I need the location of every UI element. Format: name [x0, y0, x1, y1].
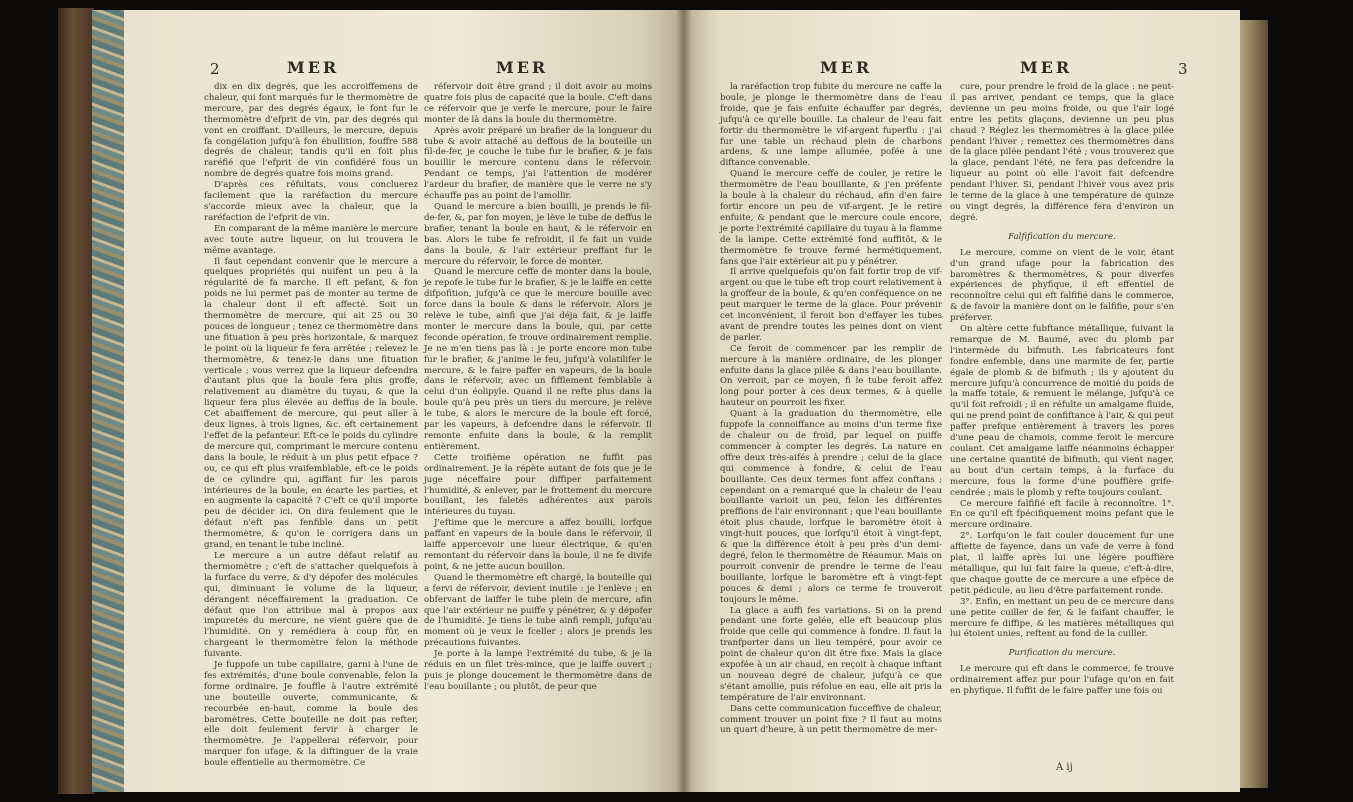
left-page	[124, 10, 684, 792]
section-heading-purification: Purification du mercure.	[1008, 648, 1116, 659]
book-edge-right	[1238, 20, 1268, 788]
paragraph: Il arrive quelquefois qu'on fait fortir trop de vif-argent ou que le tube eft trop court relativement à la groffeur de la boule, & qu'en conféquence on ne peut marquer le terme de la glace. Pour prévenir cet inconvénient, il feroit bon d'effayer les tubes avant de prendre toutes les peines dont on vient de parler.	[720, 267, 942, 343]
running-header-right: MER	[1020, 58, 1073, 77]
paragraph: Quand le thermomètre eft chargé, la bouteille qui a fervi de réfervoir, devient inutile : je l'enlève ; en obfervant de laiffer le tube plein de mercure, afin que l'air extérieur ne puiffe y pénétrer, & y dépofer de l'humidité. Je tiens le tube ainfi rempli, jufqu'au moment où je veux le fceller ; alors je prends les précautions fuivantes.	[424, 572, 652, 649]
paragraph: dix en dix degrés, que les accroiffemens de chaleur, qui font marqués fur le thermomètre de mercure, par des degrés égaux, le font fur le thermomètre d'efprit de vin, par des degrés qui vont en croiffant. D'ailleurs, le mercure, depuis fa congélation jufqu'à fon ébullition, fouffre 588 degrés de chaleur, tandis qu'il en foit plus raréfié que l'efprit de vin confidéré fous un nombre de degrés quatre fois moins grand.	[204, 82, 418, 180]
paragraph: Le mercure, comme on vient de le voir, étant d'un grand ufage pour la fabrication des baromètres & thermomètres, & pour diverfes expériences de phyfique, il eft effentiel de reconnoître celui qui eft falfifié dans le commerce, & de favoir la manière dont on le falfifie, pour s'en préferver.	[950, 247, 1174, 324]
paragraph: 2°. Lorfqu'on le fait couler doucement fur une affiette de fayence, dans un vafe de verre à fond plat, il laiffe après lui une légère pouffière métallique, qui lui fait faire la queue, c'eft-à-dire, que chaque goutte de ce mercure a une efpèce de petit pédicule, au lieu d'être parfaitement ronde.	[950, 531, 1174, 596]
text-column-left-2	[424, 82, 652, 693]
marbled-endpaper	[92, 10, 126, 792]
paragraph: Quand le mercure ceffe de couler, je retire le thermomètre de l'eau bouillante, & j'en préfente la boule à la chaleur du réchaud, afin d'en faire fortir encore un peu de vif-argent. Je le retire enfuite, & pendant que le mercure coule encore, je porte l'extrémité capillaire du tuyau à la flamme de la lampe. Cette extrémité fond auffitôt, & le thermomètre fe trouve fermé hermétiquement, fans que l'air extérieur ait pu y pénétrer.	[720, 169, 942, 267]
paragraph: Il faut cependant convenir que le mercure a quelques propriétés qui nuifent un peu à la régularité de fa marche. Il eft pefant, & fon poids ne lui permet pas de monter au terme de la chaleur dont il eft affecté. Soit un thermomètre de mercure, qui ait 25 ou 30 pouces de longueur ; tenez ce thermomètre dans une fituation à peu près horizontale, & marquez le point où la liqueur fe fera arrêtée ; relevez le thermomètre, & tenez-le dans une fituation verticale ; vous verrez que la liqueur defcendra d'autant plus que la boule fera plus groffe, relativement au diamètre du tuyau, & que la liqueur fera plus élevée au deffus de la boule. Cet abaiffement de mercure, qui peut aller à deux lignes, à trois lignes, &c. eft certainement l'effet de la pefanteur. Eft-ce le poids du cylindre de mercure qui, comprimant le mercure contenu dans la boule, le réduit à un plus petit efpace ? ou, ce qui eft plus vraifemblable, eft-ce le poids de ce cylindre qui, agiffant fur les parois intérieures de la boule, en écarte les parties, et en augmente la capacité ? C'eft ce qu'il importe peu de décider ici. On dira feulement que le défaut n'eft pas fenfible dans un petit thermomètre, & qu'on le corrigera dans un grand, en tenant le tube incliné.	[204, 256, 418, 551]
paragraph: En comparant de la même manière le mercure avec toute autre liqueur, on lui trouvera le même avantage.	[204, 223, 418, 256]
signature-mark: A ij	[1056, 762, 1073, 773]
right-page	[684, 10, 1240, 792]
paragraph: cure, pour prendre le froid de la glace : ne peut-il pas arriver, pendant ce temps, que la glace devienne un peu moins froide, ou que l'air logé entre les petits glaçons, devienne un peu plus chaud ? Réglez les thermomètres à la glace pilée pendant l'hiver ; remettez ces thermomètres dans de la glace pilée pendant l'été ; vous trouverez que la glace, pendant l'été, ne fera pas defcendre la liqueur au point où elle l'avoit fait defcendre pendant l'hiver. Si, pendant l'hiver vous avez pris le terme de la glace à une température de quinze ou vingt degrés, la différence fera d'environ un degré.	[950, 82, 1174, 223]
page-number-left: 2	[210, 60, 220, 78]
text-column-right-2	[950, 82, 1174, 697]
running-header-left: MER	[287, 58, 340, 77]
paragraph: Je porte à la lampe l'extrémité du tube, & je la réduis en un filet très-mince, que je laiffe ouvert ; puis je plonge doucement le thermomètre dans de l'eau bouillante ; ou plutôt, de peur que	[424, 649, 652, 692]
paragraph: Quand le mercure a bien bouilli, je prends le fil-de-fer, &, par fon moyen, je lève le tube de deffus le brafier, tenant la boule en haut, & le réfervoir en bas. Alors le tube fe refroidit, il fe fait un vuide dans la boule, & l'air extérieur preffant fur le mercure du réfervoir, le force de monter.	[424, 201, 652, 267]
running-header-left-col2: MER	[496, 58, 549, 77]
paragraph: D'après ces réfultats, vous concluerez facilement que la raréfaction du mercure s'accorde mieux avec la chaleur, que la raréfaction de l'efprit de vin.	[204, 180, 418, 223]
text-column-left-1	[204, 82, 418, 769]
page-number-right: 3	[1178, 60, 1188, 78]
paragraph: Ce feroit de commencer par les remplir de mercure à la manière ordinaire, de les plonger enfuite dans la glace pilée & dans l'eau bouillante. On verroit, par ce moyen, fi le tube feroit affez long pour porter à ces deux termes, & à quelle hauteur on pourroit les fixer.	[720, 343, 942, 409]
paragraph: Après avoir préparé un brafier de la longueur du tube & avoir attaché au deffous de la bouteille un fil-de-fer, je couche le tube fur le brafier, & je fais bouillir le mercure contenu dans le réfervoir. Pendant ce temps, j'ai l'attention de modérer l'ardeur du brafier, de manière que le verre ne s'y échauffe pas au point de l'amollir.	[424, 125, 652, 202]
paragraph: Ce mercure falfifié eft facile à reconnoître. 1°. En ce qu'il eft fpécifiquement moins pefant que le mercure ordinaire.	[950, 498, 1174, 531]
book-cover-left	[58, 8, 94, 794]
paragraph: la raréfaction trop fubite du mercure ne caffe la boule, je plonge le thermomètre dans de l'eau froide, que je fais enfuite échauffer par degrés, jufqu'à ce qu'elle bouille. La chaleur de l'eau fait fortir du thermomètre le vif-argent fuperflu : j'ai fur une table un réchaud plein de charbons ardens, & une lampe allumée, pofée à une diftance convenable.	[720, 82, 942, 169]
paragraph: Quand le mercure ceffe de monter dans la boule, je repofe le tube fur le brafier, & je le laiffe en cette difpofition, jufqu'à ce que le mercure bouille avec force dans la boule & dans le réfervoir. Alors je relève le tube, ainfi que j'ai déja fait, & je laiffe monter le mercure dans la boule, qui, par cette feconde opération, fe trouve ordinairement remplie. Je ne m'en tiens pas là : je porte encore mon tube fur le brafier, & j'anime le feu, jufqu'à volatilifer le mercure, & le faire paffer en vapeurs, de la boule dans le réfervoir, avec un fifflement femblable à celui d'un éolipyle. Quand il ne refte plus dans la boule qu'à peu près un tiers du mercure, je relève le tube, & alors le mercure de la boule eft forcé, par les vapeurs, à defcendre dans le réfervoir. Il remonte enfuite dans la boule, & la remplit entièrement.	[424, 267, 652, 452]
paragraph: Le mercure a un autre défaut relatif au thermomètre ; c'eft de s'attacher quelquefois à la furface du verre, & d'y dépofer des molécules qui, diminuant le volume de la liqueur, dérangent néceffairement la graduation. Ce défaut que l'on attribue mal à propos aux impuretés du mercure, ne vient guère que de l'humidité. On y remédiera à coup fûr, en chargeant le thermomètre felon la méthode fuivante.	[204, 550, 418, 660]
paragraph: Dans cette communication fucceffive de chaleur, comment trouver un point fixe ? Il faut au moins un quart d'heure, à un petit thermomètre de mer-	[720, 703, 943, 736]
paragraph: On altère cette fubftance métallique, fuivant la remarque de M. Baumé, avec du plomb par l'intermède du bifmuth. Les fabricateurs font fondre enfemble, dans une marmite de fer, partie égale de plomb & de bifmuth ; ils y ajoutent du mercure jufqu'à concurrence de moitié du poids de la maffe totale, & remuent le mélange, jufqu'à ce qu'il foit refroidi ; il en réfulte un amalgame fluide, qui ne prend point de confiftance à l'air, & qui peut paffer prefque entièrement à travers les pores d'une peau de chamois, comme feroit le mercure coulant. Cet amalgame laiffe néanmoins échapper une certaine quantité de bifmuth, qui vient nager, au bout d'un certain temps, à la furface du mercure, fous la forme d'une pouffière grife-cendrée ; mais le plomb y refte toujours coulant.	[950, 324, 1174, 498]
paragraph: La glace a auffi fes variations. Si on la prend pendant une forte gelée, elle eft beaucoup plus froide que celle qui commence à fondre. Il faut la tranfporter dans un lieu tempéré, pour avoir ce point de chaleur qu'on dit être fixe. Mais la glace expofée à un air chaud, en reçoit à chaque inftant un nouveau degré de chaleur, jufqu'à ce que s'étant amollie, puis réfolue en eau, elle ait pris la température de l'air environnant.	[720, 605, 942, 703]
paragraph: Le mercure qui eft dans le commerce, fe trouve ordinairement affez pur pour l'ufage qu'on en fait en phyfique. Il fuffit de le faire paffer une fois ou	[950, 664, 1174, 697]
paragraph: réfervoir doit être grand ; il doit avoir au moins quatre fois plus de capacité que la boule. C'eft dans ce réfervoir que je verfe le mercure, pour le faire monter de là dans la boule du thermomètre.	[424, 82, 652, 125]
section-heading-falsification: Falfification du mercure.	[1008, 231, 1116, 242]
paragraph: Cette troifième opération ne fuffit pas ordinairement. Je la répète autant de fois que je le juge néceffaire pour diffiper parfaitement l'humidité, & enlever, par le frottement du mercure bouillant, les faletés adhérentes aux parois intérieures du tuyau.	[424, 452, 652, 518]
paragraph: Je fuppofe un tube capillaire, garni à l'une de fes extrémités, d'une boule convenable, felon la forme ordinaire. Je fouffle à l'autre extrémité une bouteille ouverte, communicante, & recourbée en-haut, comme la boule des baromètres. Cette bouteille ne doit pas refter, elle doit feulement fervir à charger le thermomètre. Je l'appellerai réfervoir, pour marquer fon ufage, & la diftinguer de la vraie boule effentielle au thermomètre. Ce	[204, 660, 418, 769]
paragraph: 3°. Enfin, en mettant un peu de ce mercure dans une petite cuiller de fer, & le faifant chauffer, le mercure fe diffipe, & les matières métalliques qui lui étoient unies, reftent au fond de la cuiller.	[950, 596, 1174, 640]
paragraph: Quant à la graduation du thermomètre, elle fuppofe la connoiffance au moins d'un terme fixe de chaleur ou de froid, par lequel on puiffe commencer à compter les degrés. La nature en offre deux très-aifés à prendre ; celui de la glace qui commence à fondre, & celui de l'eau bouillante. Ces deux termes font affez conftans ; cependant on a remarqué que la chaleur de l'eau bouillante varioit un peu, felon les différentes preffions de l'air environnant ; que l'eau bouillante étoit plus chaude, lorfque le baromètre étoit à vingt-huit pouces, que lorfqu'il étoit à vingt-fept, & que la différence étoit à peu près d'un demi-degré, felon le thermomètre de Réaumur. Mais on pourroit convenir de prendre le terme de l'eau bouillante, lorfque le baromètre eft à vingt-fept pouces & demi ; alors ce terme fe trouveroit toujours le même.	[720, 409, 942, 605]
book-gutter	[676, 10, 692, 792]
running-header-right-col1: MER	[820, 58, 873, 77]
text-column-right-1	[720, 82, 942, 736]
paragraph: J'eftime que le mercure a affez bouilli, lorfque paffant en vapeurs de la boule dans le réfervoir, il laiffe appercevoir une lueur électrique, & qu'en remontant du réfervoir dans la boule, il ne fe divife point, & ne jette aucun bouillon.	[424, 518, 652, 572]
